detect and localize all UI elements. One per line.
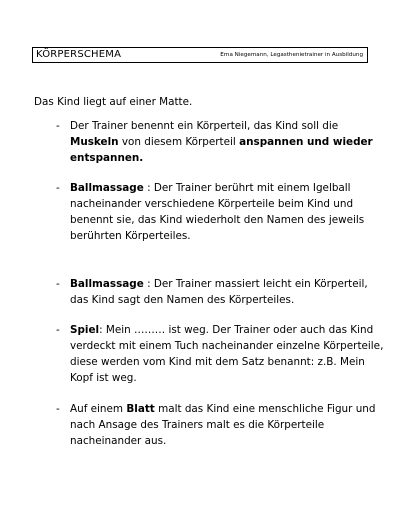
text-segment: diese werden vom Kind mit dem Satz benannt: z.B. Mein xyxy=(70,356,365,368)
text-line xyxy=(70,354,376,370)
list-item xyxy=(56,401,376,449)
list-item xyxy=(56,276,376,308)
text-segment: nacheinander aus. xyxy=(70,435,167,447)
text-segment: : Mein ……… ist weg. Der Trainer oder auch das Kind xyxy=(99,324,374,336)
text-segment: : Der Trainer berührt mit einem Igelball xyxy=(143,182,351,194)
bullet-dash: - xyxy=(56,120,60,132)
intro-sentence: Das Kind liegt auf einer Matte. xyxy=(34,96,193,108)
list-item-text xyxy=(70,118,376,166)
text-line xyxy=(70,196,376,212)
document-title: KÖRPERSCHEMA xyxy=(36,49,122,60)
author-credit: Erna Niegemann, Legasthenietrainer in Ausbildung xyxy=(220,52,363,58)
text-line xyxy=(70,228,376,244)
bold-segment: Muskeln xyxy=(70,136,119,148)
bold-segment: anspannen und wieder xyxy=(239,136,373,148)
text-line xyxy=(70,370,376,386)
list-item-text xyxy=(70,276,376,308)
bold-segment: entspannen. xyxy=(70,152,144,164)
text-line xyxy=(70,180,376,196)
list-item-text xyxy=(70,401,376,449)
list-item-text xyxy=(70,180,376,244)
text-line xyxy=(70,134,376,150)
text-line xyxy=(70,401,376,417)
bold-segment: Ballmassage xyxy=(70,278,144,290)
text-segment: Kopf ist weg. xyxy=(70,372,137,384)
list-item xyxy=(56,180,376,244)
bullet-dash: - xyxy=(56,324,60,336)
list-item-text xyxy=(70,322,384,386)
text-line xyxy=(70,212,376,228)
text-segment: malt das Kind eine menschliche Figur und xyxy=(154,403,376,415)
text-segment: Der Trainer benennt ein Körperteil, das Kind soll die xyxy=(70,120,339,132)
text-segment: benennt sie, das Kind wiederholt den Namen des jeweils xyxy=(70,214,365,226)
bullet-dash: - xyxy=(56,182,60,194)
list-item xyxy=(56,118,376,166)
text-line xyxy=(70,150,376,166)
text-segment: nach Ansage des Trainers malt es die Körperteile xyxy=(70,419,325,431)
text-line xyxy=(70,417,376,433)
text-line xyxy=(70,322,376,338)
bullet-dash: - xyxy=(56,403,60,415)
text-line xyxy=(70,292,376,308)
list-item xyxy=(56,322,384,386)
text-line xyxy=(70,276,376,292)
text-segment: berührten Körperteiles. xyxy=(70,230,191,242)
text-segment: : Der Trainer massiert leicht ein Körperteil, xyxy=(143,278,368,290)
text-line xyxy=(70,338,384,354)
text-segment: Auf einem xyxy=(70,403,127,415)
text-segment: von diesem Körperteil xyxy=(118,136,240,148)
bold-segment: Blatt xyxy=(126,403,155,415)
text-line xyxy=(70,433,376,449)
text-segment: das Kind sagt den Namen des Körperteiles. xyxy=(70,294,295,306)
bullet-dash: - xyxy=(56,278,60,290)
bold-segment: Ballmassage xyxy=(70,182,144,194)
bold-segment: Spiel xyxy=(70,324,100,336)
text-segment: verdeckt mit einem Tuch nacheinander einzelne Körperteile, xyxy=(70,340,384,352)
text-segment: nacheinander verschiedene Körperteile beim Kind und xyxy=(70,198,354,210)
header-box xyxy=(32,47,368,63)
text-line xyxy=(70,118,376,134)
